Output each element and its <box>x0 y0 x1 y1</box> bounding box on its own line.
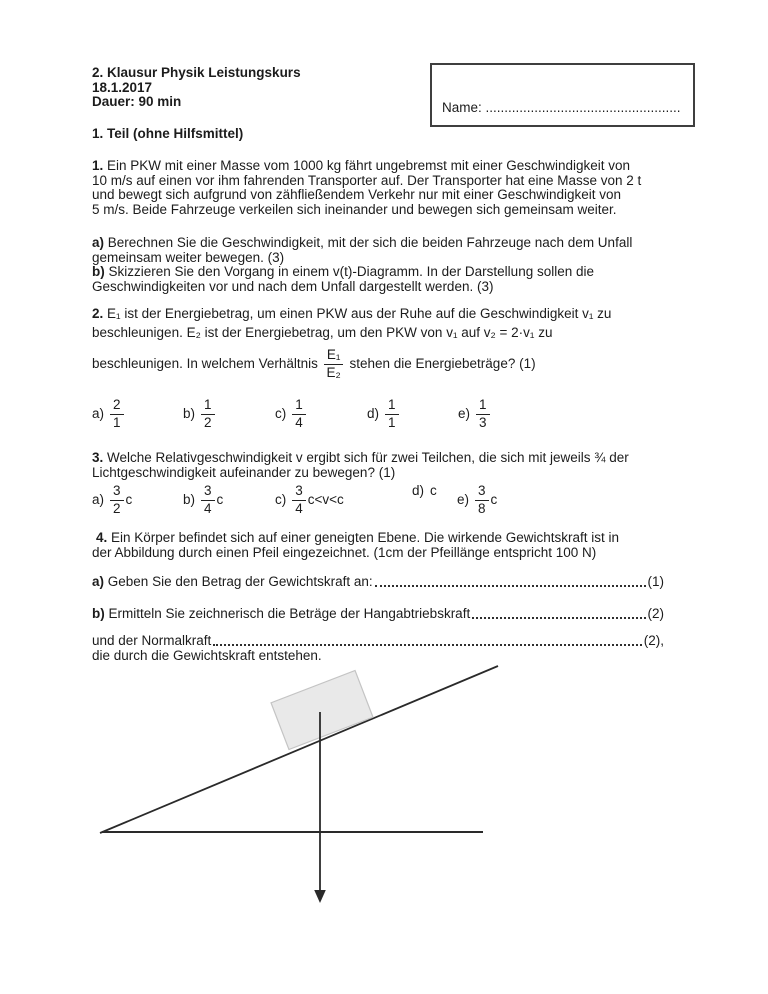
q3-options-row <box>92 484 676 517</box>
q2-option-c-fraction: $\frac{1}{4}$ <box>292 398 306 430</box>
q4-subtask-a <box>92 575 664 590</box>
incline-line <box>100 666 498 833</box>
q3-option-b <box>183 484 223 516</box>
q2-line-3 <box>92 347 536 381</box>
q4-subtask-b-continued <box>92 634 664 649</box>
q4b-label: b) <box>92 606 105 621</box>
part-title: 1. Teil (ohne Hilfsmittel) <box>92 126 244 141</box>
question-1-text <box>92 159 641 217</box>
q4c-points: (2), <box>643 633 664 648</box>
q2-option-d <box>367 398 399 430</box>
question-4-number: 4. <box>96 530 108 545</box>
question-2-number: 2. <box>92 306 104 321</box>
q4-subtask-b <box>92 607 664 622</box>
block-rect <box>271 671 373 750</box>
q4-line-1-text: Ein Körper befindet sich auf einer geneigten Ebene. Die wirkende Gewichtskraft ist in <box>111 530 620 545</box>
q2-fraction-numerator: E₁ <box>324 348 344 365</box>
q2-line-2: beschleunigen. E₂ ist der Energiebetrag, um den PKW von v₁ auf v₂ = 2·v₁ zu <box>92 325 553 340</box>
q3-option-b-fraction: $\frac{3}{4}$ <box>201 484 215 516</box>
q2-option-d-label: d) <box>367 405 380 421</box>
block-on-incline <box>271 671 373 750</box>
question-1-number: 1. <box>92 158 104 173</box>
q3-option-a <box>92 484 132 516</box>
q3-option-c-label: c) <box>275 491 287 507</box>
q3-option-a-fraction: $\frac{3}{2}$ <box>110 484 124 516</box>
q4a-label: a) <box>92 574 105 589</box>
q4-line-2: der Abbildung durch einen Pfeil eingezeichnet. (1cm der Pfeillänge entspricht 100 N) <box>92 545 597 560</box>
q2-option-a <box>92 398 124 430</box>
q1-line-3: und bewegt sich aufgrund von zähfließendem Verkehr nur mit einer Geschwindigkeit von <box>92 187 622 202</box>
q2-option-c-label: c) <box>275 405 287 421</box>
dotted-leader <box>472 617 645 619</box>
q2-option-e <box>458 398 490 430</box>
weight-force-arrow-head <box>314 890 326 903</box>
name-box <box>430 63 695 127</box>
q3-option-c-fraction: $\frac{3}{4}$ <box>292 484 306 516</box>
q3-option-a-suffix: c <box>125 491 133 507</box>
q3-option-c <box>275 484 344 516</box>
q1b-line-1: Skizzieren Sie den Vorgang in einem v(t)-Diagramm. In der Darstellung sollen die <box>108 264 594 279</box>
exam-header <box>92 66 301 110</box>
q2-option-a-label: a) <box>92 405 105 421</box>
dotted-leader <box>213 644 641 646</box>
q1a-label: a) <box>92 235 105 250</box>
q4c-text: und der Normalkraft <box>92 633 212 648</box>
q3-option-e <box>457 484 497 516</box>
exam-title: 2. Klausur Physik Leistungskurs <box>92 65 301 80</box>
question-1-subtasks <box>92 236 632 294</box>
q2-option-e-label: e) <box>458 405 471 421</box>
q2-option-a-fraction: $\frac{2}{1}$ <box>110 398 124 430</box>
q4b-text: Ermitteln Sie zeichnerisch die Beträge der Hangabtriebskraft <box>108 606 471 621</box>
q3-option-a-label: a) <box>92 491 105 507</box>
q3-line-2: Lichtgeschwindigkeit aufeinander zu bewegen? (1) <box>92 465 396 480</box>
q3-line-1 <box>92 451 629 466</box>
q1-line-4: 5 m/s. Beide Fahrzeuge verkeilen sich ineinander und bewegen sich gemeinsam weiter. <box>92 201 617 217</box>
name-field-label: Name: .................................................... <box>442 101 681 115</box>
q3-option-e-fraction: $\frac{3}{8}$ <box>475 484 489 516</box>
q2-fraction-denominator: E₂ <box>326 364 341 380</box>
q2-energy-ratio-fraction <box>324 348 344 380</box>
q4b-points: (2) <box>647 606 664 621</box>
q1-line-1: Ein PKW mit einer Masse vom 1000 kg fährt ungebremst mit einer Geschwindigkeit von <box>107 158 631 173</box>
q2-option-b <box>183 398 215 430</box>
q1-line-2: 10 m/s auf einen vor ihm fahrenden Transporter auf. Der Transporter hat eine Masse von 2 t <box>92 172 642 188</box>
q1a-line-1: Berechnen Sie die Geschwindigkeit, mit der sich die beiden Fahrzeuge nach dem Unfall <box>107 235 633 250</box>
q4a-points: (1) <box>647 574 664 589</box>
q3-option-e-suffix: c <box>490 491 498 507</box>
q3-option-d <box>412 484 437 499</box>
q1b-label: b) <box>92 264 105 279</box>
inclined-plane-figure <box>0 655 768 955</box>
q2-line-3-post: stehen die Energiebeträge? (1) <box>349 355 536 371</box>
q4-closing-line: die durch die Gewichtskraft entstehen. <box>92 648 322 663</box>
q2-option-b-fraction: $\frac{1}{2}$ <box>201 398 215 430</box>
q3-option-e-label: e) <box>457 491 470 507</box>
q1b-line-2: Geschwindigkeiten vor und nach dem Unfall dargestellt werden. (3) <box>92 278 494 294</box>
q2-option-e-fraction: $\frac{1}{3}$ <box>476 398 490 430</box>
question-3-number: 3. <box>92 450 104 465</box>
q2-line-1-text: E₁ ist der Energiebetrag, um einen PKW aus der Ruhe auf die Geschwindigkeit v₁ zu <box>107 306 612 321</box>
q3-option-c-suffix: c<v<c <box>307 491 344 507</box>
q3-option-d-label: d) <box>412 483 425 498</box>
q1a-line-2: gemeinsam weiter bewegen. (3) <box>92 249 285 265</box>
q3-line-1-text: Welche Relativgeschwindigkeit v ergibt sich für zwei Teilchen, die sich mit jeweils ¾ der <box>107 450 629 465</box>
q3-option-b-label: b) <box>183 491 196 507</box>
q3-option-b-suffix: c <box>216 491 224 507</box>
q2-line-3-pre: beschleunigen. In welchem Verhältnis <box>92 355 318 371</box>
exam-duration: Dauer: 90 min <box>92 94 182 109</box>
q3-option-d-text: c <box>430 483 437 498</box>
q4a-text: Geben Sie den Betrag der Gewichtskraft an: <box>107 574 373 589</box>
q2-options-row <box>92 398 676 432</box>
q2-option-c <box>275 398 306 430</box>
dotted-leader <box>375 585 646 587</box>
q2-option-d-fraction: $\frac{1}{1}$ <box>385 398 399 430</box>
exam-date: 18.1.2017 <box>92 79 153 95</box>
q4-line-1 <box>96 531 619 546</box>
q2-line-1 <box>92 307 611 322</box>
q2-option-b-label: b) <box>183 405 196 421</box>
